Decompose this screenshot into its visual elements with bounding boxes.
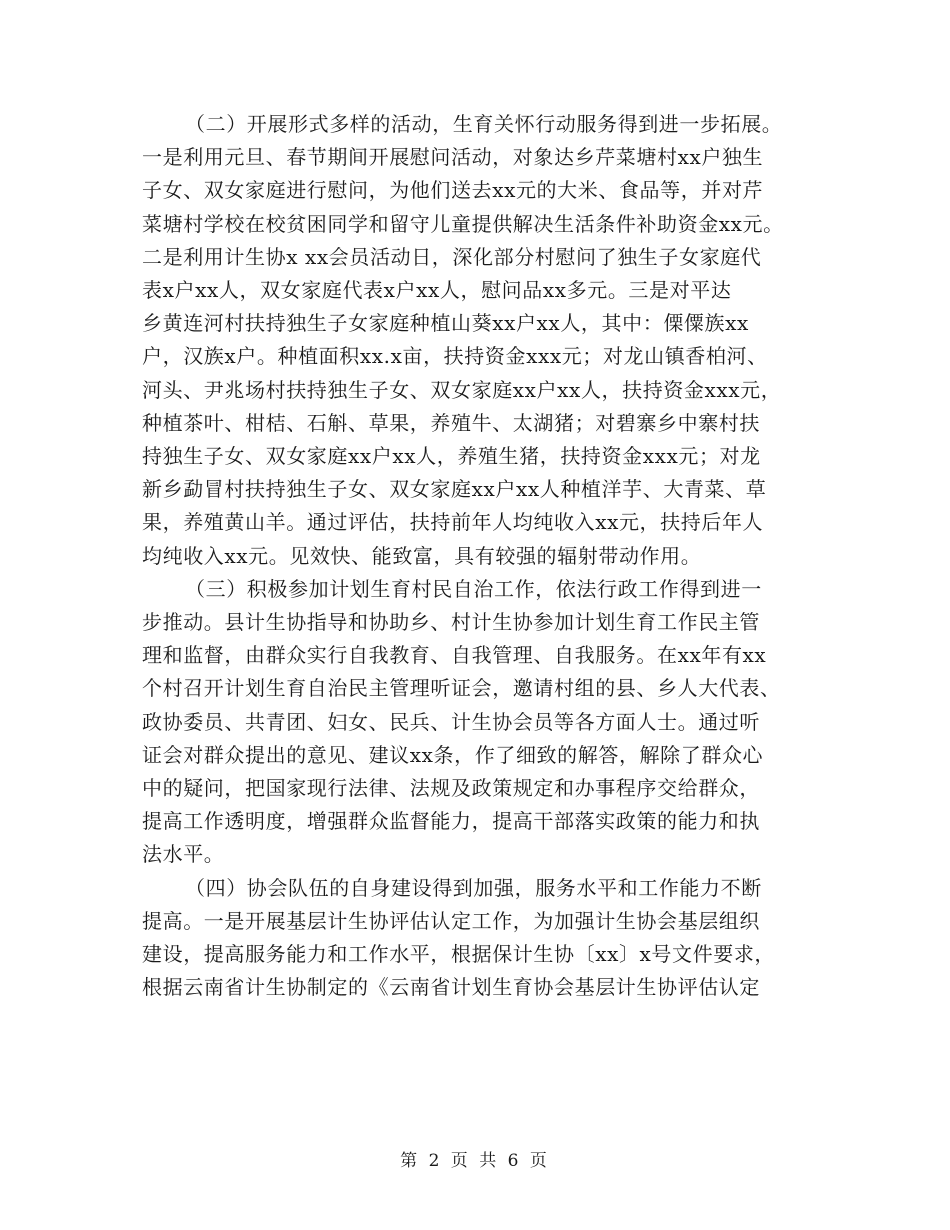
text-line: 一是利用元旦、春节期间开展慰问活动，对象达乡芹菜塘村xx户独生 [142,145,764,170]
text-line: 提高工作透明度，增强群众监督能力，提高干部落实政策的能力和执 [142,809,760,834]
text-line: 法水平。 [142,842,225,867]
text-line: 均纯收入xx元。见效快、能致富，具有较强的辐射带动作用。 [142,543,702,568]
text-line: 政协委员、共青团、妇女、民兵、计生协会员等各方面人士。通过听 [142,709,760,734]
text-line: 根据云南省计生协制定的《云南省计划生育协会基层计生协评估认定 [142,975,760,1000]
text-line: 证会对群众提出的意见、建议xx条，作了细致的解答，解除了群众心 [142,742,764,767]
text-line: 个村召开计划生育自治民主管理听证会，邀请村组的县、乡人大代表、 [142,676,781,701]
text-line: 理和监督，由群众实行自我教育、自我管理、自我服务。在xx年有xx [142,643,767,668]
text-line: 表x户xx人，双女家庭代表x户xx人，慰问品xx多元。三是对平达 [142,278,732,303]
text-line: 河头、尹兆场村扶持独生子女、双女家庭xx户xx人，扶持资金xxx元， [142,377,782,402]
paragraph-4 [142,872,822,1005]
text-line: （二）开展形式多样的活动，生育关怀行动服务得到进一步拓展。 [185,112,783,136]
text-line: 中的疑问，把国家现行法律、法规及政策规定和办事程序交给群众， [142,776,760,801]
text-line: 提高。一是开展基层计生协评估认定工作，为加强计生协会基层组织 [142,908,760,933]
document-body [142,108,822,1004]
paragraph-3 [142,573,822,872]
text-line: 乡黄连河村扶持独生子女家庭种植山葵xx户xx人，其中：傈僳族xx [142,311,749,336]
text-line: （三）积极参加计划生育村民自治工作，依法行政工作得到进一 [185,576,762,601]
page-number-footer: 第 2 页 共 6 页 [400,1151,550,1171]
text-line: 二是利用计生协x xx会员活动日，深化部分村慰问了独生子女家庭代 [142,244,762,269]
text-line: 新乡勐冒村扶持独生子女、双女家庭xx户xx人种植洋芋、大青菜、草 [142,477,767,502]
text-line: 菜塘村学校在校贫困同学和留守儿童提供解决生活条件补助资金xx元。 [142,211,784,236]
text-line: 持独生子女、双女家庭xx户xx人，养殖生猪，扶持资金xxx元；对龙 [142,444,761,469]
text-line: 种植茶叶、柑桔、石斛、草果，养殖牛、太湖猪；对碧寨乡中寨村扶 [142,410,760,435]
text-line: 子女、双女家庭进行慰问，为他们送去xx元的大米、食品等，并对芹 [142,178,764,203]
text-line: 户，汉族x户。种植面积xx.x亩，扶持资金xxx元；对龙山镇香柏河、 [142,344,768,369]
paragraph-2 [142,108,822,573]
text-line: 建设，提高服务能力和工作水平，根据保计生协〔xx〕x号文件要求， [142,942,776,967]
text-line: （四）协会队伍的自身建设得到加强，服务水平和工作能力不断 [185,875,762,900]
text-line: 果，养殖黄山羊。通过评估，扶持前年人均纯收入xx元，扶持后年人 [142,510,764,535]
text-line: 步推动。县计生协指导和协助乡、村计生协参加计划生育工作民主管 [142,610,760,635]
